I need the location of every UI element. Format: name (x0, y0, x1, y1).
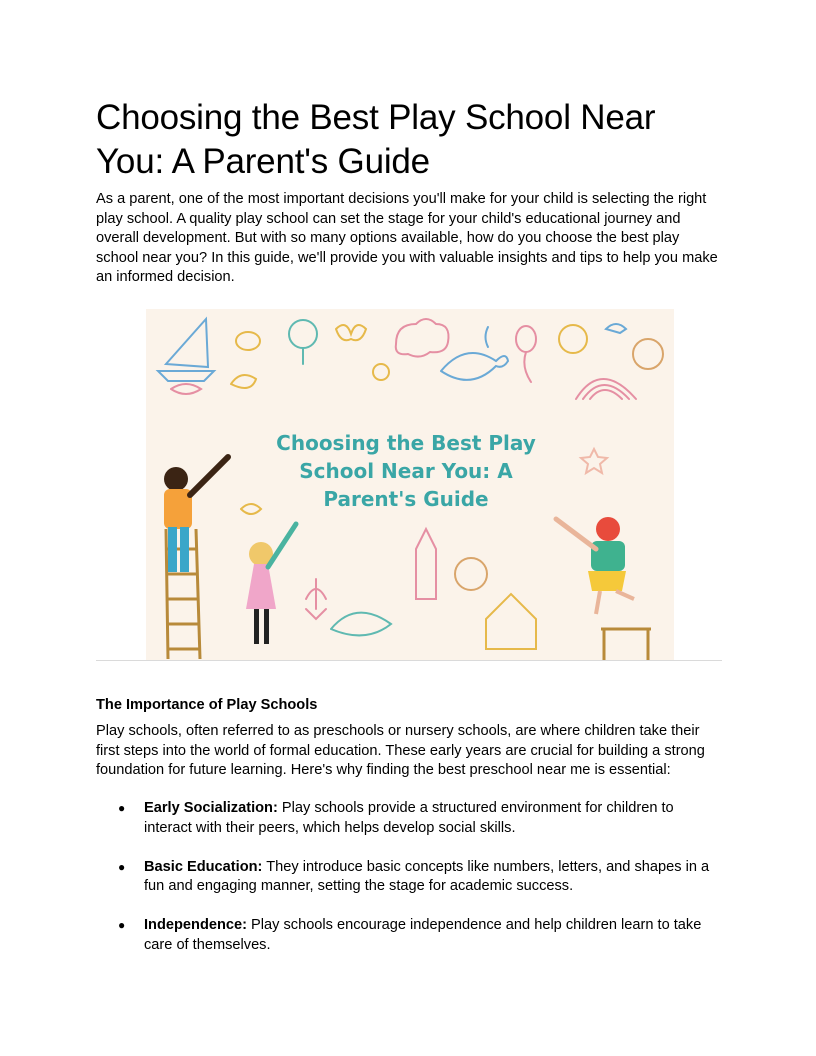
benefits-list (96, 799, 720, 975)
list-item-label: Independence: (144, 917, 247, 933)
list-item (96, 799, 720, 838)
list-item-text: Play schools provide a structured environment for children to interact with their peers, which helps develop social skills. (144, 800, 674, 836)
bullet-icon: ● (118, 918, 126, 932)
bullet-icon: ● (118, 859, 126, 874)
bullet-icon: ● (118, 801, 126, 815)
list-item (96, 858, 720, 897)
hero-illustration (96, 309, 722, 661)
section-paragraph: Play schools, often referred to as preschools or nursery schools, are where children take their first steps into the world of formal education. These early years are crucial for building a strong foundation for future learning. Here's why finding the best preschool near me is essential: (96, 723, 705, 778)
article-title: Choosing the Best Play School Near You: A Parent's Guide (96, 98, 656, 181)
list-item-text: Play schools encourage independence and help children learn to take care of themselves. (144, 917, 702, 953)
image-divider (96, 660, 722, 661)
hero-title-line1: Choosing the Best Play (276, 431, 536, 455)
list-item-label: Early Socialization: (144, 800, 278, 816)
list-item (96, 916, 720, 955)
hero-title-line2: School Near You: A (299, 459, 513, 483)
intro-paragraph: As a parent, one of the most important decisions you'll make for your child is selecting the right play school. A quality play school can set the stage for your child's educational journey and overall development. But with so many options available, how do you choose the best play school near you? In this guide, we'll provide you with valuable insights and tips to help you make an informed decision. (96, 191, 718, 285)
hero-title-line3: Parent's Guide (323, 487, 489, 511)
list-item-text: They introduce basic concepts like numbers, letters, and shapes in a fun and engaging manner, setting the stage for academic success. (144, 858, 710, 894)
hero-background (146, 309, 674, 661)
section-heading: The Importance of Play Schools (96, 697, 318, 713)
list-item-label: Basic Education: (144, 858, 263, 875)
document-page (96, 96, 720, 953)
